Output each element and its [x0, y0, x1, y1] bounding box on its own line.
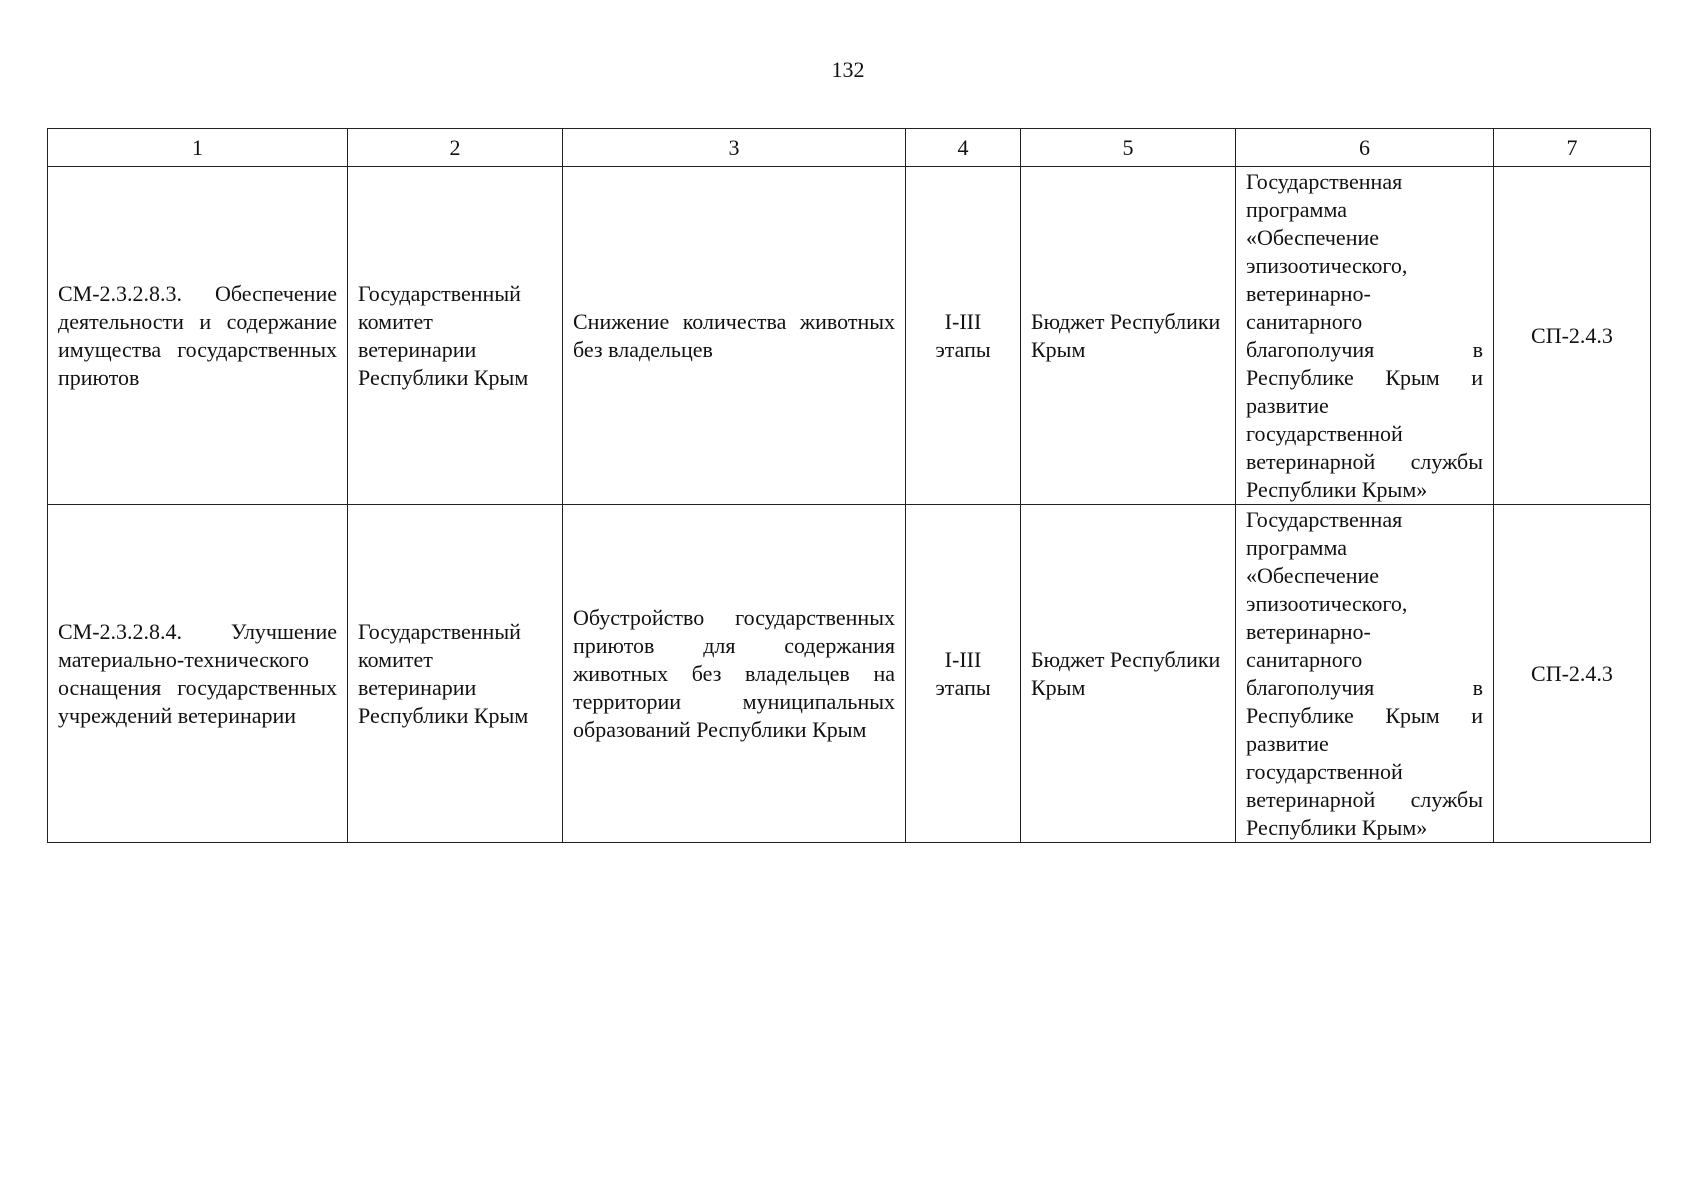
- funding-cell: Бюджет Республики Крым: [1021, 505, 1236, 843]
- column-header: 1: [48, 129, 348, 167]
- table-row: [48, 167, 1651, 505]
- code-cell: СП-2.4.3: [1494, 167, 1651, 505]
- executor-cell: Государственный комитет ветеринарии Республики Крым: [348, 505, 563, 843]
- column-header: 4: [906, 129, 1021, 167]
- table-row: [48, 505, 1651, 843]
- executor-cell: Государственный комитет ветеринарии Республики Крым: [348, 167, 563, 505]
- column-header: 3: [563, 129, 906, 167]
- column-header: 5: [1021, 129, 1236, 167]
- period-cell: I-III этапы: [906, 167, 1021, 505]
- funding-cell: Бюджет Республики Крым: [1021, 167, 1236, 505]
- measure-cell: СМ-2.3.2.8.4. Улучшение материально-технического оснащения государственных учреждений ветеринарии: [48, 505, 348, 843]
- page-number: 132: [831, 57, 865, 82]
- period-cell: I-III этапы: [906, 505, 1021, 843]
- result-cell: Снижение количества животных без владельцев: [563, 167, 906, 505]
- code-cell: СП-2.4.3: [1494, 505, 1651, 843]
- column-header: 6: [1236, 129, 1494, 167]
- program-cell: Государственная программа «Обеспечение эпизоотического, ветеринарно-санитарного благополучия в Республике Крым и развитие государственной ветеринарной службы Республики Крым»: [1236, 167, 1494, 505]
- measures-table: [47, 128, 1651, 843]
- measure-cell: СМ-2.3.2.8.3. Обеспечение деятельности и содержание имущества государственных приютов: [48, 167, 348, 505]
- result-cell: Обустройство государственных приютов для содержания животных без владельцев на территории муниципальных образований Республики Крым: [563, 505, 906, 843]
- column-header: 2: [348, 129, 563, 167]
- column-header: 7: [1494, 129, 1651, 167]
- program-cell: Государственная программа «Обеспечение эпизоотического, ветеринарно-санитарного благополучия в Республике Крым и развитие государственной ветеринарной службы Республики Крым»: [1236, 505, 1494, 843]
- table-header-row: [48, 129, 1651, 167]
